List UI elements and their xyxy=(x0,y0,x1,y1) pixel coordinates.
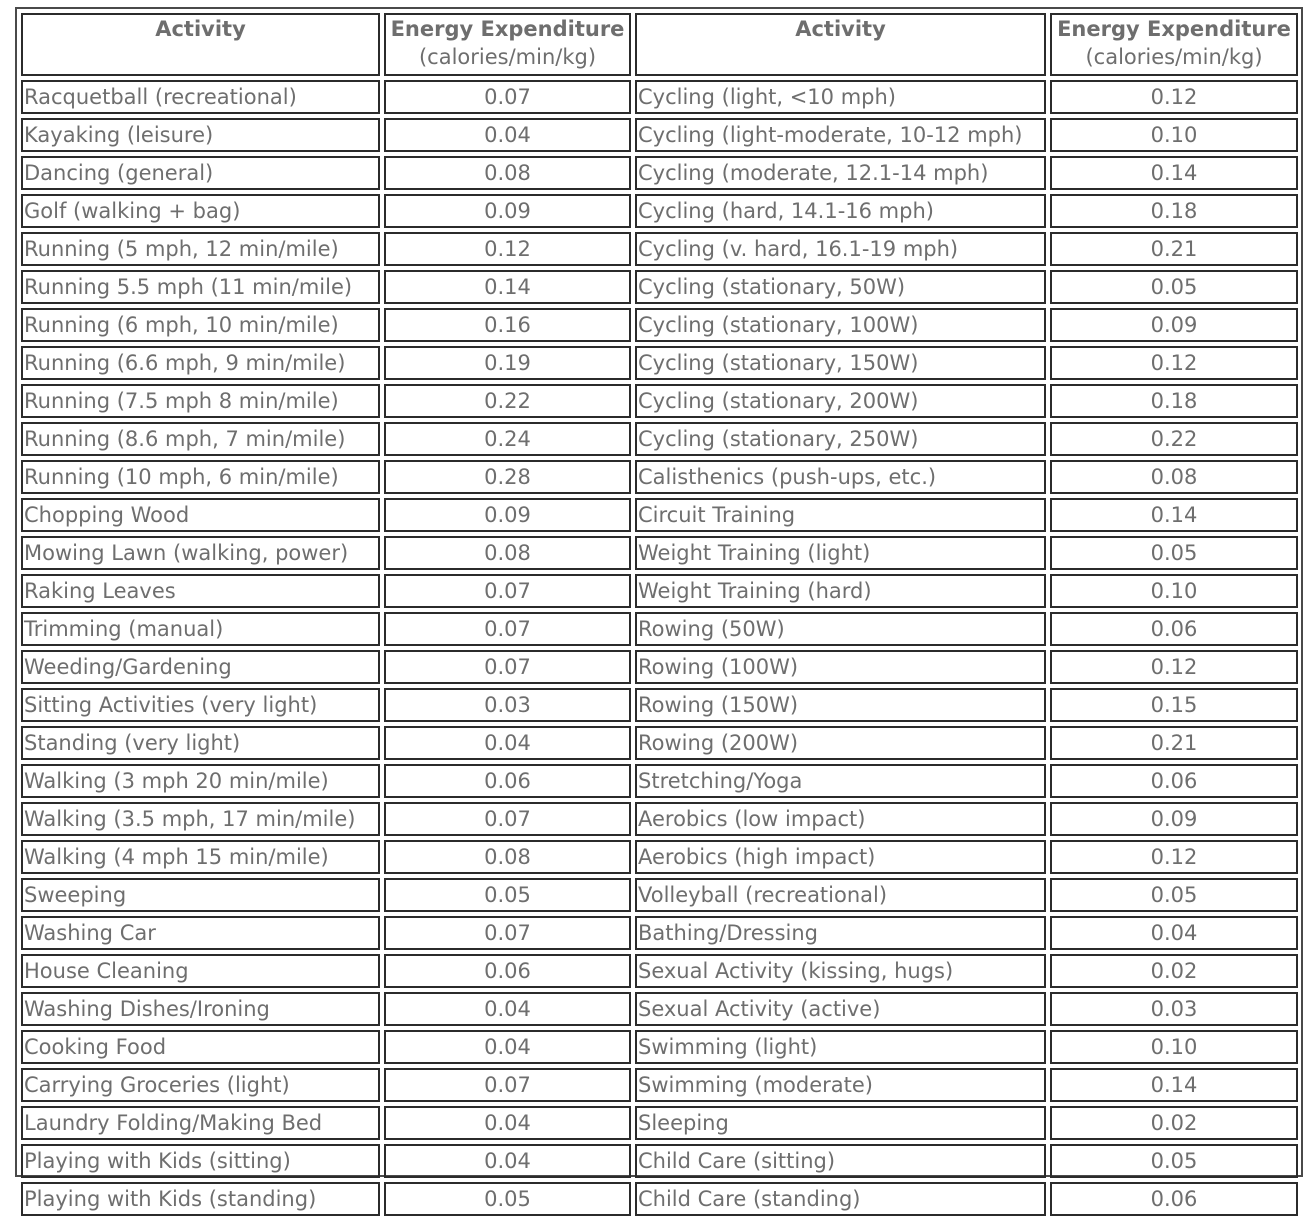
activity-cell-left: Running (6.6 mph, 9 min/mile) xyxy=(21,346,380,380)
activity-cell-right: Circuit Training xyxy=(635,498,1046,532)
activity-cell-right: Stretching/Yoga xyxy=(635,764,1046,798)
energy-value-cell-left: 0.05 xyxy=(384,1182,631,1216)
table-row xyxy=(21,1144,1298,1178)
energy-value-cell-right: 0.22 xyxy=(1050,422,1298,456)
energy-value-cell-left: 0.08 xyxy=(384,840,631,874)
energy-value-cell-left: 0.04 xyxy=(384,118,631,152)
energy-value-cell-right: 0.02 xyxy=(1050,1106,1298,1140)
table-row xyxy=(21,422,1298,456)
activity-cell-left: Running 5.5 mph (11 min/mile) xyxy=(21,270,380,304)
activity-cell-right: Cycling (hard, 14.1-16 mph) xyxy=(635,194,1046,228)
energy-value-cell-left: 0.28 xyxy=(384,460,631,494)
energy-value-cell-right: 0.09 xyxy=(1050,802,1298,836)
table-row xyxy=(21,194,1298,228)
energy-value-cell-right: 0.02 xyxy=(1050,954,1298,988)
activity-cell-left: Running (8.6 mph, 7 min/mile) xyxy=(21,422,380,456)
activity-cell-left: Dancing (general) xyxy=(21,156,380,190)
activity-cell-left: Mowing Lawn (walking, power) xyxy=(21,536,380,570)
energy-value-cell-left: 0.04 xyxy=(384,1030,631,1064)
table-row xyxy=(21,574,1298,608)
activity-cell-left: Playing with Kids (sitting) xyxy=(21,1144,380,1178)
energy-value-cell-right: 0.12 xyxy=(1050,346,1298,380)
energy-value-cell-left: 0.07 xyxy=(384,80,631,114)
energy-value-cell-right: 0.06 xyxy=(1050,612,1298,646)
energy-value-cell-left: 0.06 xyxy=(384,764,631,798)
energy-value-cell-left: 0.07 xyxy=(384,574,631,608)
energy-value-cell-right: 0.06 xyxy=(1050,1182,1298,1216)
energy-value-cell-right: 0.09 xyxy=(1050,308,1298,342)
table-row xyxy=(21,688,1298,722)
table-row xyxy=(21,80,1298,114)
activity-cell-left: Chopping Wood xyxy=(21,498,380,532)
energy-value-cell-right: 0.08 xyxy=(1050,460,1298,494)
energy-header-unit: (calories/min/kg) xyxy=(418,45,597,69)
table-row xyxy=(21,878,1298,912)
activity-cell-right: Cycling (v. hard, 16.1-19 mph) xyxy=(635,232,1046,266)
activity-cell-left: Running (10 mph, 6 min/mile) xyxy=(21,460,380,494)
energy-value-cell-left: 0.24 xyxy=(384,422,631,456)
energy-value-cell-left: 0.12 xyxy=(384,232,631,266)
activity-cell-left: Walking (3.5 mph, 17 min/mile) xyxy=(21,802,380,836)
activity-cell-right: Sleeping xyxy=(635,1106,1046,1140)
table-row xyxy=(21,118,1298,152)
energy-value-cell-right: 0.12 xyxy=(1050,80,1298,114)
table-row xyxy=(21,1068,1298,1102)
activity-cell-left: Walking (3 mph 20 min/mile) xyxy=(21,764,380,798)
table-row xyxy=(21,156,1298,190)
activity-cell-left: Cooking Food xyxy=(21,1030,380,1064)
energy-value-cell-left: 0.04 xyxy=(384,726,631,760)
energy-value-cell-right: 0.21 xyxy=(1050,232,1298,266)
activity-cell-left: Carrying Groceries (light) xyxy=(21,1068,380,1102)
activity-cell-left: Walking (4 mph 15 min/mile) xyxy=(21,840,380,874)
energy-value-cell-right: 0.18 xyxy=(1050,384,1298,418)
table-row xyxy=(21,802,1298,836)
activity-cell-right: Rowing (50W) xyxy=(635,612,1046,646)
table-row xyxy=(21,840,1298,874)
energy-value-cell-right: 0.10 xyxy=(1050,1030,1298,1064)
energy-value-cell-left: 0.06 xyxy=(384,954,631,988)
energy-header-right xyxy=(1050,13,1298,76)
energy-value-cell-right: 0.05 xyxy=(1050,1144,1298,1178)
activity-cell-left: Weeding/Gardening xyxy=(21,650,380,684)
table-row xyxy=(21,536,1298,570)
table-row xyxy=(21,346,1298,380)
activity-cell-left: Washing Dishes/Ironing xyxy=(21,992,380,1026)
table-row xyxy=(21,726,1298,760)
energy-value-cell-left: 0.07 xyxy=(384,916,631,950)
activity-cell-left: House Cleaning xyxy=(21,954,380,988)
activity-cell-right: Calisthenics (push-ups, etc.) xyxy=(635,460,1046,494)
activity-cell-right: Cycling (light-moderate, 10-12 mph) xyxy=(635,118,1046,152)
activity-cell-right: Bathing/Dressing xyxy=(635,916,1046,950)
energy-value-cell-left: 0.14 xyxy=(384,270,631,304)
table-row xyxy=(21,992,1298,1026)
table-row xyxy=(21,1106,1298,1140)
energy-value-cell-right: 0.18 xyxy=(1050,194,1298,228)
energy-value-cell-left: 0.04 xyxy=(384,1144,631,1178)
energy-value-cell-right: 0.04 xyxy=(1050,916,1298,950)
energy-value-cell-left: 0.09 xyxy=(384,498,631,532)
activity-cell-right: Cycling (stationary, 200W) xyxy=(635,384,1046,418)
activity-cell-left: Standing (very light) xyxy=(21,726,380,760)
activity-header-right xyxy=(635,13,1046,76)
activity-cell-right: Sexual Activity (kissing, hugs) xyxy=(635,954,1046,988)
table-row xyxy=(21,650,1298,684)
activity-cell-left: Racquetball (recreational) xyxy=(21,80,380,114)
energy-value-cell-left: 0.05 xyxy=(384,878,631,912)
energy-value-cell-left: 0.16 xyxy=(384,308,631,342)
activity-cell-right: Weight Training (hard) xyxy=(635,574,1046,608)
energy-value-cell-left: 0.07 xyxy=(384,612,631,646)
activity-cell-right: Sexual Activity (active) xyxy=(635,992,1046,1026)
table-body xyxy=(21,80,1298,1216)
energy-value-cell-right: 0.14 xyxy=(1050,498,1298,532)
activity-cell-left: Kayaking (leisure) xyxy=(21,118,380,152)
energy-header-title: Energy Expenditure xyxy=(390,17,625,41)
activity-cell-left: Running (7.5 mph 8 min/mile) xyxy=(21,384,380,418)
activity-cell-right: Cycling (stationary, 150W) xyxy=(635,346,1046,380)
activity-cell-left: Playing with Kids (standing) xyxy=(21,1182,380,1216)
energy-value-cell-left: 0.19 xyxy=(384,346,631,380)
activity-cell-left: Golf (walking + bag) xyxy=(21,194,380,228)
energy-value-cell-right: 0.12 xyxy=(1050,840,1298,874)
energy-expenditure-table-frame xyxy=(15,7,1303,1211)
activity-cell-right: Child Care (standing) xyxy=(635,1182,1046,1216)
energy-value-cell-right: 0.10 xyxy=(1050,574,1298,608)
activity-cell-right: Rowing (150W) xyxy=(635,688,1046,722)
activity-header-left xyxy=(21,13,380,76)
table-row xyxy=(21,916,1298,950)
table-row xyxy=(21,384,1298,418)
table-row xyxy=(21,308,1298,342)
activity-header-label: Activity xyxy=(155,17,246,41)
table-row xyxy=(21,612,1298,646)
energy-value-cell-right: 0.03 xyxy=(1050,992,1298,1026)
activity-cell-left: Washing Car xyxy=(21,916,380,950)
energy-value-cell-right: 0.05 xyxy=(1050,878,1298,912)
energy-value-cell-left: 0.07 xyxy=(384,802,631,836)
activity-cell-right: Swimming (moderate) xyxy=(635,1068,1046,1102)
energy-value-cell-left: 0.03 xyxy=(384,688,631,722)
activity-header-label: Activity xyxy=(795,17,886,41)
activity-cell-right: Swimming (light) xyxy=(635,1030,1046,1064)
table-row xyxy=(21,764,1298,798)
table-row xyxy=(21,460,1298,494)
table-row xyxy=(21,1030,1298,1064)
energy-value-cell-left: 0.07 xyxy=(384,650,631,684)
activity-cell-right: Cycling (stationary, 50W) xyxy=(635,270,1046,304)
energy-value-cell-right: 0.14 xyxy=(1050,1068,1298,1102)
energy-value-cell-left: 0.04 xyxy=(384,1106,631,1140)
table-row xyxy=(21,954,1298,988)
activity-cell-right: Weight Training (light) xyxy=(635,536,1046,570)
energy-value-cell-left: 0.22 xyxy=(384,384,631,418)
energy-header-title: Energy Expenditure xyxy=(1057,17,1291,41)
table-row xyxy=(21,498,1298,532)
activity-cell-right: Child Care (sitting) xyxy=(635,1144,1046,1178)
energy-expenditure-table xyxy=(17,9,1302,1220)
activity-cell-right: Cycling (stationary, 100W) xyxy=(635,308,1046,342)
energy-header-left xyxy=(384,13,631,76)
table-row xyxy=(21,232,1298,266)
activity-cell-right: Cycling (light, <10 mph) xyxy=(635,80,1046,114)
activity-cell-left: Trimming (manual) xyxy=(21,612,380,646)
energy-value-cell-left: 0.08 xyxy=(384,156,631,190)
energy-value-cell-right: 0.05 xyxy=(1050,536,1298,570)
activity-cell-left: Sweeping xyxy=(21,878,380,912)
energy-value-cell-right: 0.12 xyxy=(1050,650,1298,684)
energy-value-cell-right: 0.15 xyxy=(1050,688,1298,722)
activity-cell-right: Aerobics (high impact) xyxy=(635,840,1046,874)
activity-cell-left: Raking Leaves xyxy=(21,574,380,608)
energy-value-cell-left: 0.07 xyxy=(384,1068,631,1102)
table-row xyxy=(21,1182,1298,1216)
energy-value-cell-left: 0.08 xyxy=(384,536,631,570)
energy-value-cell-right: 0.10 xyxy=(1050,118,1298,152)
energy-value-cell-right: 0.05 xyxy=(1050,270,1298,304)
activity-cell-right: Rowing (200W) xyxy=(635,726,1046,760)
activity-cell-right: Aerobics (low impact) xyxy=(635,802,1046,836)
activity-cell-right: Cycling (stationary, 250W) xyxy=(635,422,1046,456)
energy-value-cell-left: 0.04 xyxy=(384,992,631,1026)
table-row xyxy=(21,270,1298,304)
table-header-row xyxy=(21,13,1298,76)
activity-cell-left: Running (5 mph, 12 min/mile) xyxy=(21,232,380,266)
energy-value-cell-right: 0.21 xyxy=(1050,726,1298,760)
activity-cell-left: Sitting Activities (very light) xyxy=(21,688,380,722)
activity-cell-left: Laundry Folding/Making Bed xyxy=(21,1106,380,1140)
activity-cell-left: Running (6 mph, 10 min/mile) xyxy=(21,308,380,342)
energy-value-cell-right: 0.06 xyxy=(1050,764,1298,798)
activity-cell-right: Cycling (moderate, 12.1-14 mph) xyxy=(635,156,1046,190)
energy-header-unit: (calories/min/kg) xyxy=(1085,45,1263,69)
activity-cell-right: Volleyball (recreational) xyxy=(635,878,1046,912)
energy-value-cell-left: 0.09 xyxy=(384,194,631,228)
energy-value-cell-right: 0.14 xyxy=(1050,156,1298,190)
activity-cell-right: Rowing (100W) xyxy=(635,650,1046,684)
